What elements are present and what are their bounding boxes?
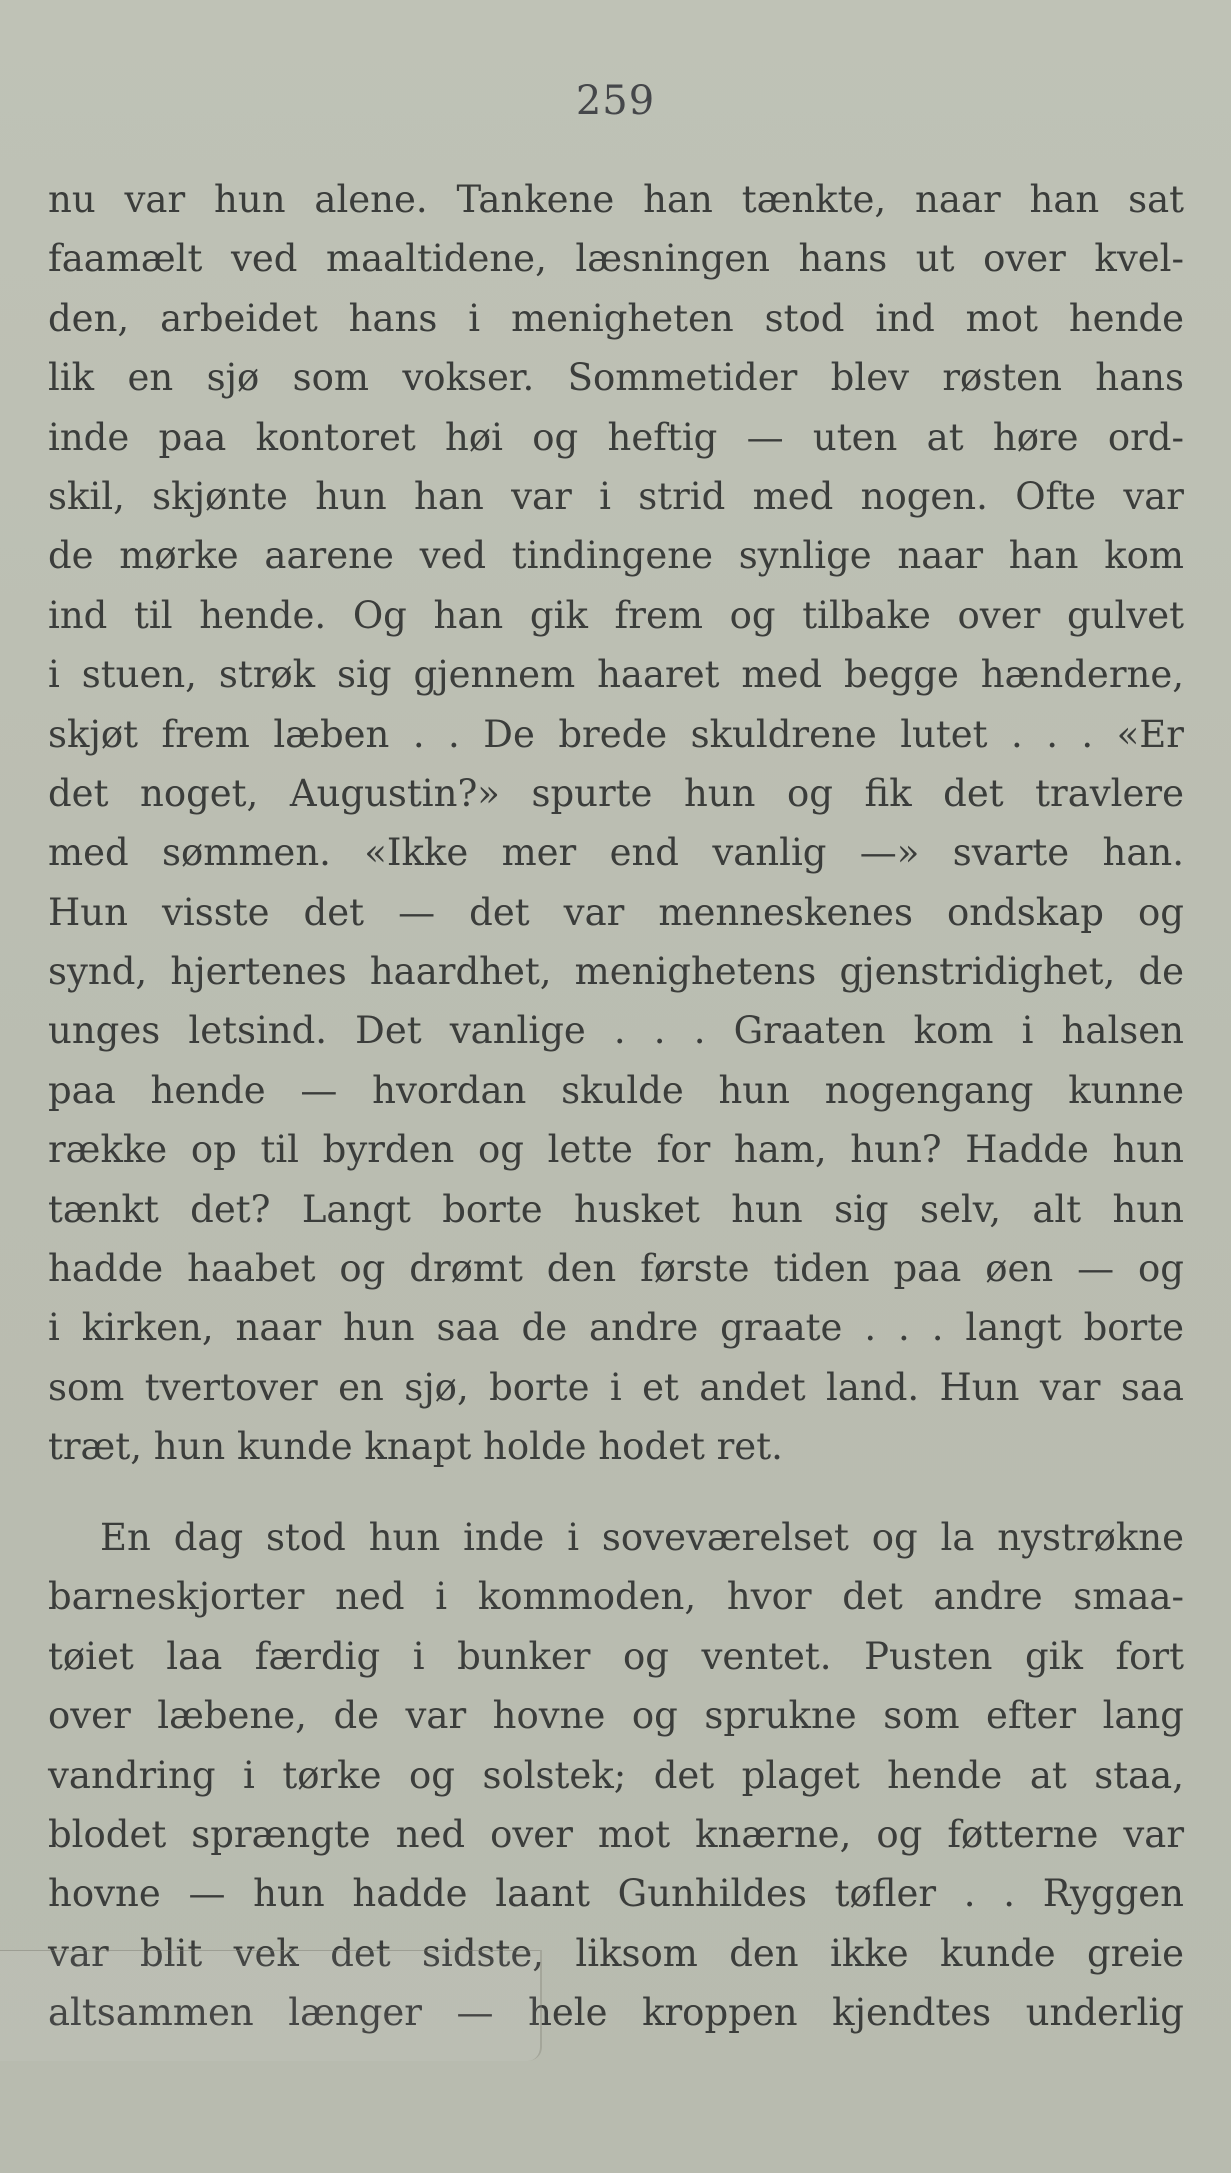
text-line: En dag stod hun inde i soveværelset og la nystrøkne [100, 1516, 1184, 1559]
text-line: barneskjorter ned i kommoden, hvor det andre smaa- [48, 1575, 1184, 1619]
text-line: tøiet laa færdig i bunker og ventet. Pusten gik fort [48, 1634, 1184, 1678]
text-line: i stuen, strøk sig gjennem haaret med begge hænderne, [48, 653, 1184, 697]
text-line: hovne — hun hadde laant Gunhildes tøfler . . Ryggen [48, 1872, 1184, 1916]
text-line: hadde haabet og drømt den første tiden paa øen — og [48, 1247, 1184, 1291]
text-line: række op til byrden og lette for ham, hun? Hadde hun [48, 1128, 1184, 1172]
text-line: det noget, Augustin?» spurte hun og fik det travlere [48, 771, 1184, 815]
paragraph-1 [48, 170, 1184, 1477]
text-line: de mørke aarene ved tindingene synlige naar han kom [48, 534, 1184, 578]
text-line: over læbene, de var hovne og sprukne som efter lang [48, 1694, 1184, 1738]
text-line: skjøt frem læben . . De brede skuldrene lutet . . . «Er [48, 712, 1184, 756]
text-line: i kirken, naar hun saa de andre graate . . . langt borte [48, 1306, 1184, 1350]
text-line: lik en sjø som vokser. Sommetider blev røsten hans [48, 356, 1184, 400]
text-line: faamælt ved maaltidene, læsningen hans ut over kvel- [48, 237, 1184, 281]
text-line: den, arbeidet hans i menigheten stod ind mot hende [48, 296, 1184, 340]
paragraph-2 [48, 1508, 1184, 2043]
text-line: var blit vek det sidste, liksom den ikke kunde greie [48, 1931, 1184, 1975]
text-line: unges letsind. Det vanlige . . . Graaten kom i halsen [48, 1009, 1184, 1053]
text-line: som tvertover en sjø, borte i et andet land. Hun var saa [48, 1365, 1184, 1409]
text-line: synd, hjertenes haardhet, menighetens gjenstridighet, de [48, 950, 1184, 994]
text-line: nu var hun alene. Tankene han tænkte, naar han sat [48, 178, 1184, 221]
text-line: ind til hende. Og han gik frem og tilbake over gulvet [48, 593, 1184, 637]
text-line: skil, skjønte hun han var i strid med nogen. Ofte var [48, 474, 1184, 518]
text-line: altsammen længer — hele kroppen kjendtes underlig [48, 1991, 1184, 2035]
text-line: paa hende — hvordan skulde hun nogengang kunne [48, 1068, 1184, 1112]
page-number: 259 [575, 78, 656, 124]
text-line: med sømmen. «Ikke mer end vanlig —» svarte han. [48, 831, 1184, 875]
text-line: tænkt det? Langt borte husket hun sig selv, alt hun [48, 1187, 1184, 1231]
text-line: vandring i tørke og solstek; det plaget hende at staa, [48, 1753, 1184, 1797]
text-line: blodet sprængte ned over mot knærne, og føtterne var [48, 1812, 1184, 1856]
text-line: inde paa kontoret høi og heftig — uten at høre ord- [48, 415, 1184, 459]
text-line: Hun visste det — det var menneskenes ondskap og [48, 890, 1184, 934]
text-line: træt, hun kunde knapt holde hodet ret. [48, 1425, 783, 1469]
